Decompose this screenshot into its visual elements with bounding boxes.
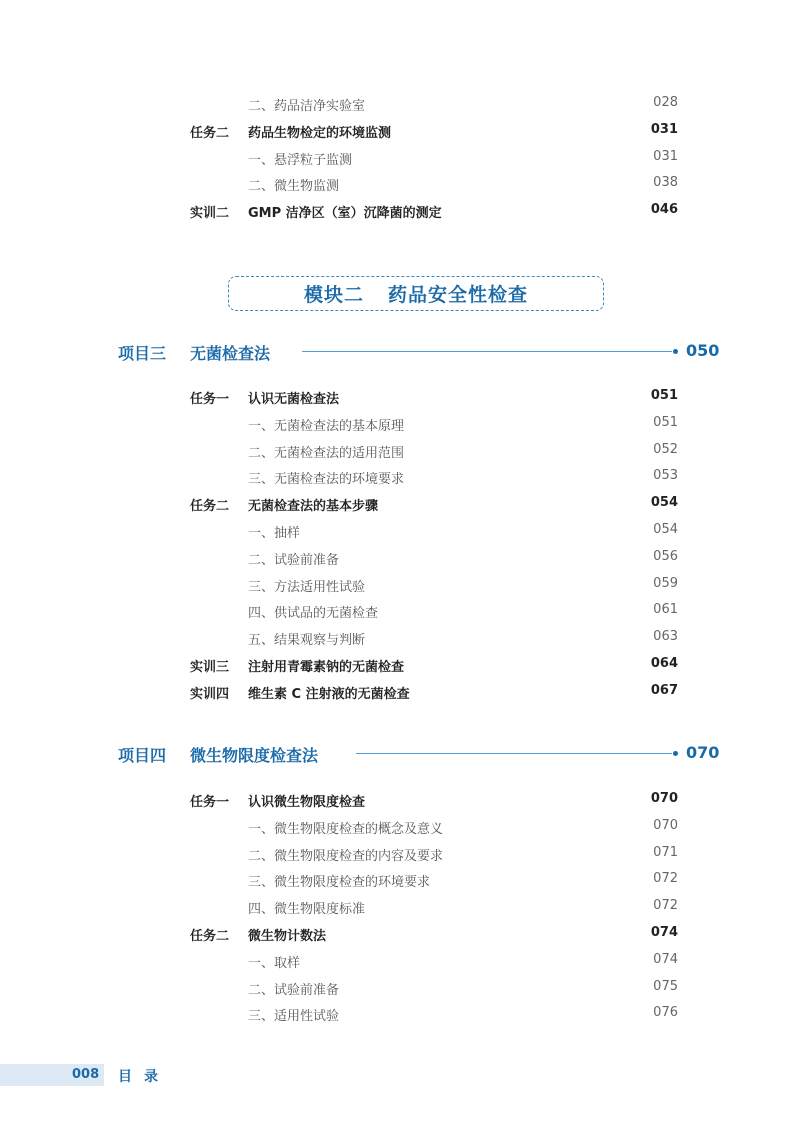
footer-page-number: 008	[72, 1067, 100, 1082]
top-subsection-title[interactable]: 二、药品洁净实验室	[248, 99, 366, 114]
top-subsection-title[interactable]: 二、微生物监测	[248, 179, 340, 195]
project3-subsection-title[interactable]: 一、无菌检查法的基本原理	[248, 418, 405, 434]
top-task-title[interactable]: GMP 洁净区（室）沉降菌的测定	[248, 206, 442, 222]
top-subsection-page: 038	[653, 175, 678, 191]
project3-subsection-page: 056	[653, 548, 678, 564]
module-label: 模块二	[303, 284, 364, 306]
project4-subsection-page: 076	[653, 1005, 678, 1021]
project3-task-title[interactable]: 无菌检查法的基本步骤	[248, 499, 379, 515]
project3-subsection-page: 059	[653, 575, 678, 591]
project3-page: 050	[686, 341, 720, 360]
project4-leader-dot	[673, 751, 678, 756]
project3-title: 无菌检查法	[190, 344, 271, 363]
top-subsection-page: 028	[653, 95, 678, 110]
footer-section-title: 目录	[118, 1069, 170, 1085]
project3-task-label: 任务一	[190, 392, 230, 407]
project4-subsection-page: 070	[653, 817, 678, 833]
project4-subsection-title[interactable]: 一、取样	[248, 955, 301, 971]
project3-subsection-title[interactable]: 二、试验前准备	[248, 552, 340, 568]
project4-task-title[interactable]: 认识微生物限度检查	[248, 795, 366, 810]
project3-task-page: 067	[650, 682, 678, 698]
top-task-label: 任务二	[190, 125, 230, 141]
project4-title: 微生物限度检查法	[190, 746, 319, 765]
module-title: 药品安全性检查	[388, 284, 529, 306]
project4-subsection-title[interactable]: 二、微生物限度检查的内容及要求	[248, 848, 444, 864]
project3-subsection-page: 054	[653, 522, 678, 537]
project4-task-page: 074	[650, 925, 678, 940]
project4-task-label: 任务一	[190, 795, 230, 810]
module-header	[228, 276, 604, 311]
top-task-page: 031	[650, 121, 678, 137]
project4-subsection-page: 072	[653, 898, 678, 914]
project3-task-title[interactable]: 认识无菌检查法	[248, 392, 340, 407]
project3-subsection-page: 051	[653, 414, 678, 430]
project4-subsection-title[interactable]: 三、适用性试验	[248, 1009, 340, 1025]
project3-subsection-title[interactable]: 五、结果观察与判断	[248, 633, 366, 649]
project3-label: 项目三	[118, 344, 167, 363]
top-task-title[interactable]: 药品生物检定的环境监测	[248, 125, 392, 141]
project3-subsection-title[interactable]: 四、供试品的无菌检查	[248, 606, 379, 622]
project3-task-page: 054	[650, 495, 678, 511]
project3-subsection-title[interactable]: 三、方法适用性试验	[248, 579, 366, 595]
top-subsection-title[interactable]: 一、悬浮粒子监测	[248, 152, 353, 168]
project4-page: 070	[686, 743, 720, 762]
project3-task-page: 051	[650, 388, 678, 403]
project3-task-label: 实训四	[190, 686, 230, 702]
project3-task-label: 实训三	[190, 660, 230, 675]
project4-task-title[interactable]: 微生物计数法	[248, 929, 327, 944]
project4-task-label: 任务二	[190, 929, 230, 944]
project4-subsection-page: 075	[653, 978, 678, 994]
project3-task-label: 任务二	[190, 499, 230, 515]
project3-task-page: 064	[650, 656, 678, 671]
top-task-page: 046	[650, 202, 678, 218]
project4-subsection-page: 072	[653, 871, 678, 887]
project4-subsection-title[interactable]: 一、微生物限度检查的概念及意义	[248, 821, 444, 837]
project3-subsection-title[interactable]: 三、无菌检查法的环境要求	[248, 472, 405, 488]
project3-subsection-title[interactable]: 二、无菌检查法的适用范围	[248, 445, 405, 461]
project3-subsection-page: 052	[653, 441, 678, 457]
project3-leader-line	[302, 351, 672, 352]
project3-leader-dot	[673, 349, 678, 354]
project4-subsection-title[interactable]: 三、微生物限度检查的环境要求	[248, 875, 431, 891]
project4-subsection-page: 071	[653, 844, 678, 860]
top-subsection-page: 031	[653, 148, 678, 164]
project4-task-page: 070	[650, 791, 678, 806]
project4-label: 项目四	[118, 746, 167, 765]
project3-subsection-title[interactable]: 一、抽样	[248, 526, 301, 541]
project3-task-title[interactable]: 注射用青霉素钠的无菌检查	[248, 660, 405, 675]
project3-task-title[interactable]: 维生素 C 注射液的无菌检查	[248, 686, 410, 702]
project3-subsection-page: 061	[653, 602, 678, 618]
project4-leader-line	[356, 753, 672, 754]
project3-subsection-page: 053	[653, 468, 678, 484]
project4-subsection-title[interactable]: 二、试验前准备	[248, 982, 340, 998]
project4-subsection-title[interactable]: 四、微生物限度标准	[248, 902, 366, 918]
top-task-label: 实训二	[190, 206, 230, 222]
project4-subsection-page: 074	[653, 951, 678, 967]
project3-subsection-page: 063	[653, 629, 678, 645]
